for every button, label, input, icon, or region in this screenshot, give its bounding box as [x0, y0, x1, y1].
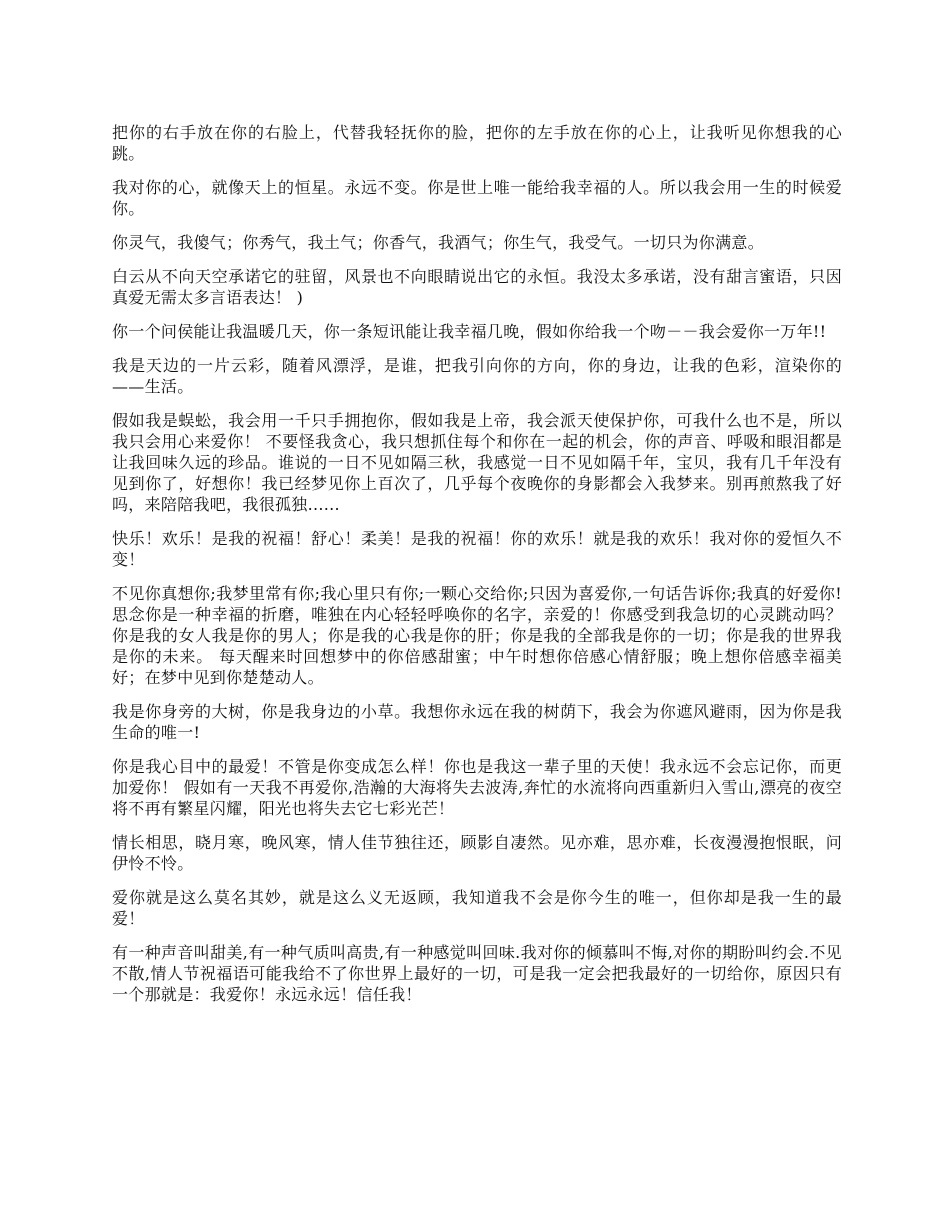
- paragraph: 假如我是蜈蚣，我会用一千只手拥抱你，假如我是上帝，我会派天使保护你，可我什么也不是，所以我只会用心来爱你！ 不要怪我贪心，我只想抓住每个和你在一起的机会，你的声音、呼吸和眼泪都是让我回味久远的珍品。谁说的一日不见如隔三秋，我感觉一日不见如隔千年，宝贝，我有几千年没有见到你了，好想你！我已经梦见你上百次了，几乎每个夜晚你的身影都会入我梦来。别再煎熬我了好吗，来陪陪我吧，我很孤独......: [112, 411, 842, 514]
- paragraph: 情长相思，晓月寒，晚风寒，情人佳节独往还，顾影自凄然。见亦难，思亦难，长夜漫漫抱恨眠，问伊怜不怜。: [112, 833, 842, 873]
- paragraph: 有一种声音叫甜美,有一种气质叫高贵,有一种感觉叫回味.我对你的倾慕叫不悔,对你的期盼叫约会.不见不散,情人节祝福语可能我给不了你世界上最好的一切，可是我一定会把我最好的一切给你，原因只有一个那就是：我爱你！永远永远！信任我！: [112, 943, 842, 1004]
- paragraph: 我是天边的一片云彩，随着风漂浮，是谁，把我引向你的方向，你的身边，让我的色彩，渲染你的——生活。: [112, 356, 842, 396]
- paragraph: 爱你就是这么莫名其妙，就是这么义无返顾，我知道我不会是你今生的唯一，但你却是我一生的最爱！: [112, 888, 842, 928]
- paragraph: 不见你真想你;我梦里常有你;我心里只有你;一颗心交给你;只因为喜爱你,一句话告诉你;我真的好爱你! 思念你是一种幸福的折磨，唯独在内心轻轻呼唤你的名字，亲爱的！你感受到我急切的心灵跳动吗？你是我的女人我是你的男人；你是我的心我是你的肝；你是我的全部我是你的一切；你是我的世界我是你的未来。 每天醒来时回想梦中的你倍感甜蜜；中午时想你倍感心情舒服；晚上想你倍感幸福美好；在梦中见到你楚楚动人。: [112, 584, 842, 687]
- paragraph: 你是我心目中的最爱！不管是你变成怎么样！你也是我这一辈子里的天使！我永远不会忘记你，而更加爱你！ 假如有一天我不再爱你,浩瀚的大海将失去波涛,奔忙的水流将向西重新归入雪山,漂亮的夜空将不再有繁星闪耀，阳光也将失去它七彩光芒！: [112, 757, 842, 818]
- paragraph: 我对你的心，就像天上的恒星。永远不变。你是世上唯一能给我幸福的人。所以我会用一生的时候爱你。: [112, 178, 842, 218]
- paragraph: 白云从不向天空承诺它的驻留，风景也不向眼睛说出它的永恒。我没太多承诺，没有甜言蜜语，只因真爱无需太多言语表达！ ): [112, 267, 842, 307]
- document-body: [112, 122, 842, 1018]
- paragraph: 我是你身旁的大树，你是我身边的小草。我想你永远在我的树荫下，我会为你遮风避雨，因为你是我生命的唯一!: [112, 702, 842, 742]
- paragraph: 你灵气，我傻气；你秀气，我土气；你香气，我酒气；你生气，我受气。一切只为你满意。: [112, 233, 765, 252]
- paragraph: 你一个问侯能让我温暖几天，你一条短讯能让我幸福几晚，假如你给我一个吻－－我会爱你一万年!!: [112, 322, 827, 341]
- paragraph: 快乐！欢乐！是我的祝福！舒心！柔美！是我的祝福！你的欢乐！就是我的欢乐！我对你的爱恒久不变！: [112, 529, 842, 569]
- paragraph: 把你的右手放在你的右脸上，代替我轻抚你的脸，把你的左手放在你的心上，让我听见你想我的心跳。: [112, 123, 842, 163]
